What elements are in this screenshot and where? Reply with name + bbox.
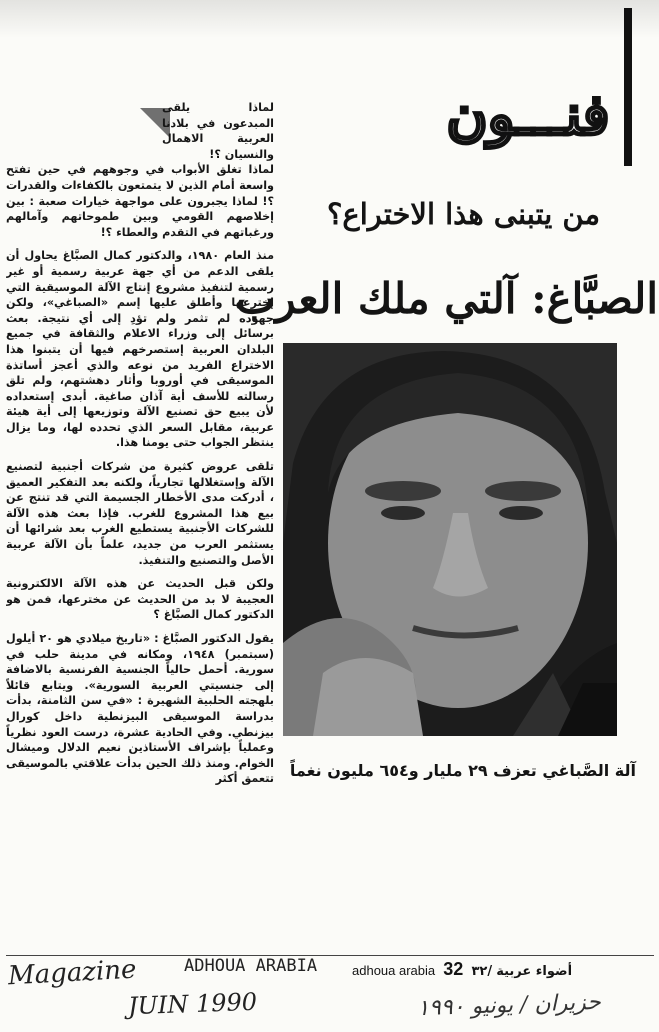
magazine-handwritten-label bbox=[7, 950, 318, 1025]
article-intro: لماذا يلقى المبدعون في بلادنا العربية الاهمال والنسيان ؟! bbox=[162, 101, 274, 161]
page-number-arabic: /٣٢ bbox=[471, 964, 493, 979]
portrait-icon bbox=[283, 343, 617, 736]
magazine-title: ADHOUA ARABIA bbox=[184, 956, 318, 976]
article-headline: الصبَّاغ: آلتي ملك العرب bbox=[235, 274, 658, 323]
article-paragraph: ولكن قبل الحديث عن هذه الآلة الالكترونية العجيبة لا بد من الحديث عن مخترعها، فمن هو الدكتور كمال الصبَّاغ ؟ bbox=[6, 577, 274, 622]
article-kicker: من يتبنى هذا الاختراع؟ bbox=[327, 197, 600, 231]
scan-top-shade bbox=[0, 0, 659, 38]
article-paragraph: تلقى عروض كثيرة من شركات أجنبية لتصنيع الآلة وإستغلالها تجارياً، ولكنه بعد التفكير العميق ، أدركت مدى الأخطار الجسيمة التي قد تنتج عن بيع هذا المشروع للغرب. فإذا بعث هذه الآلة للشركات الأجنبية يستطيع الغرب بعد شرائها أن يستثمر العرب من جديد، علماً بأن الآلة عربية الأصل والتصنيع والتنفيذ. bbox=[6, 460, 274, 567]
photo-caption: آلة الصَّباغي تعزف ٢٩ مليار و٦٥٤ مليون نغماً bbox=[289, 761, 636, 780]
magazine-name: Magazine bbox=[7, 954, 138, 992]
issue-date: JUIN 1990 bbox=[127, 987, 258, 1021]
article-paragraph: منذ العام ١٩٨٠، والدكتور كمال الصبَّاغ يحاول أن يلقى الدعم من أي جهة عربية رسمية أو غير رسمية لتنفيذ مشروع إنتاج الآلة الموسيقية التي إخترعها وأطلق عليها إسم «الصباغي»، ولكن جهوده لم تثمر ولم تؤدِ إلى أي نتيجة. بعث برسائل إلى وزراء الاعلام والثقافة في جميع البلدان العربية إستصرخهم فيها أن يتبنوا هذا الاختراع الفريد من نوعه والذي أعجز أساتذة الموسيقى في أوروبا وأثار دهشتهم، ولم تلق رسالته للأسف أية آذان صاغية. أبدى إستعداده لأن يبيع حق تصنيع الآلة وتوزيعها إلى أية هيئة عربية، مقابل السعر الذي تحدده لها، وما يزال ينتظر الجواب حتى يومنا هذا. bbox=[6, 249, 274, 450]
section-rule bbox=[624, 8, 632, 166]
page-folio bbox=[352, 958, 572, 980]
section-title: فنـــون bbox=[446, 82, 610, 148]
folio-magazine-latin: adhoua arabia bbox=[352, 963, 436, 978]
article-paragraph: لماذا تغلق الأبواب في وجوههم في حين تفتح واسعة أمام الذين لا يتمتعون بالكفاءات والقدرات ؟! لماذا يجبرون على مواجهة خيارات صعبة : بين إخلاصهم القومي وبين طموحاتهم وآمالهم ورغباتهم في التقدم والعطاء ؟! bbox=[6, 163, 274, 239]
folio-magazine-arabic: أضواء عربية bbox=[496, 964, 573, 979]
portrait-photo bbox=[283, 343, 617, 736]
article-paragraph: يقول الدكتور الصبَّاغ : «تاريخ ميلادي هو ٢٠ أيلول (سبتمبر) ١٩٤٨، ومكانه في مدينة حلب في سورية. أحمل حالياً الجنسية الفرنسية بالاضافة إلى جنسيتي العربية السورية». ويتابع قائلاً بلهجته الحلبية الشهيرة : «في سن الثامنة، بدأت بدراسة الموسيقى البيزنطية داخل كورال بيزنطي. وفي الحادية عشرة، درست العود نظرياً وعملياً بإشراف الأستاذين نعيم الدلال وميشال الخوام. ومنذ ذلك الحين بدأت علاقتي بالموسيقى تتعمق أكثر bbox=[6, 632, 274, 786]
page-number: 32 bbox=[443, 959, 464, 979]
article-body bbox=[6, 100, 274, 945]
handwritten-date: حزيران / يونيو ١٩٩٠ bbox=[416, 989, 602, 1022]
